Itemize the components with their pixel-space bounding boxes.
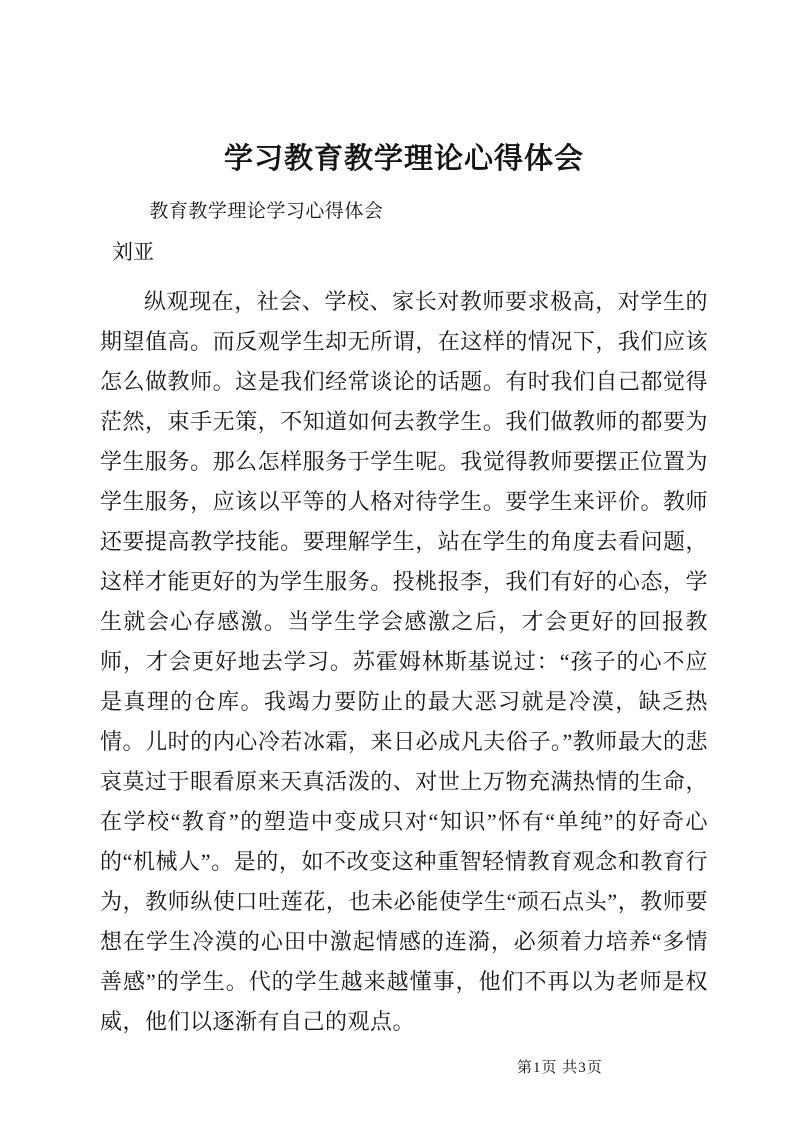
document-subtitle: 教育教学理论学习心得体会	[149, 201, 384, 222]
body-paragraph: 纵观现在，社会、学校、家长对教师要求极高，对学生的期望值高。而反观学生却无所谓，在这样的情况下，我们应该怎么做教师。这是我们经常谈论的话题。有时我们自己都觉得茫然，束手无策，不知道如何去教学生。我们做教师的都要为学生服务。那么怎样服务于学生呢。我觉得教师要摆正位置为学生服务，应该以平等的人格对待学生。要学生来评价。教师还要提高教学技能。要理解学生，站在学生的角度去看问题，这样才能更好的为学生服务。投桃报李，我们有好的心态，学生就会心存感激。当学生学会感激之后，才会更好的回报教师，才会更好地去学习。苏霍姆林斯基说过：“孩子的心不应是真理的仓库。我竭力要防止的最大恶习就是冷漠，缺乏热情。儿时的内心冷若冰霜，来日必成凡夫俗子。”教师最大的悲哀莫过于眼看原来天真活泼的、对世上万物充满热情的生命，在学校“教育”的塑造中变成只对“知识”怀有“单纯”的好奇心的“机械人”。是的，如不改变这种重智轻情教育观念和教育行为，教师纵使口吐莲花，也未必能使学生“顽石点头”，教师要想在学生冷漠的心田中激起情感的连漪，必须着力培养“多情善感”的学生。代的学生越来越懂事，他们不再以为老师是权威，他们以逐渐有自己的观点。	[100, 289, 708, 1034]
document-title: 学习教育教学理论心得体会	[223, 143, 584, 175]
page-number-footer: 第1页 共3页	[517, 1060, 603, 1076]
author-name: 刘亚	[112, 240, 154, 264]
